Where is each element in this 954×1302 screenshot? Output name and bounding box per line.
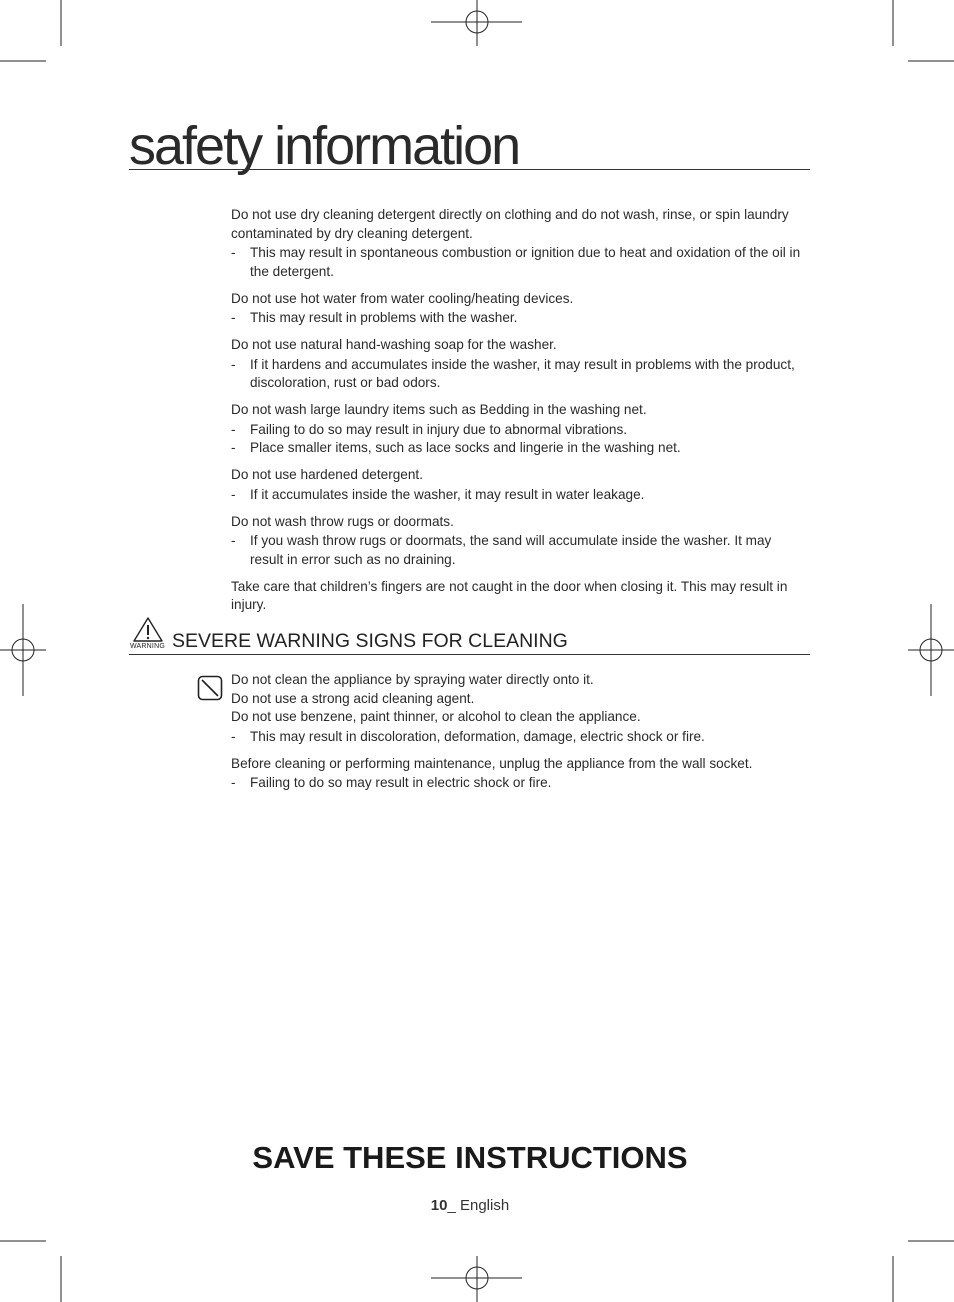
sub-point <box>231 532 806 569</box>
warning-text: Do not use a strong acid cleaning agent. <box>231 690 475 706</box>
sub-point-text: If you wash throw rugs or doormats, the sand will accumulate inside the washer. It may result in error such as no draining. <box>250 533 772 567</box>
sub-point-list <box>231 244 806 281</box>
sub-point-list <box>231 774 806 793</box>
sub-point <box>231 439 806 458</box>
caution-text: Do not use dry cleaning detergent directly on clothing and do not wash, rinse, or spin laundry contaminated by dry cleaning detergent. <box>231 207 789 241</box>
sub-point-text: Failing to do so may result in injury due to abnormal vibrations. <box>250 421 628 437</box>
warning-text: Do not use benzene, paint thinner, or alcohol to clean the appliance. <box>231 709 641 724</box>
warning-text: Before cleaning or performing maintenance, unplug the appliance from the wall socket. <box>231 755 753 771</box>
prohibited-icon <box>197 675 223 701</box>
caution-list <box>231 206 806 623</box>
caution-item <box>231 513 806 570</box>
caution-text: Do not wash large laundry items such as Bedding in the washing net. <box>231 402 647 417</box>
sub-point-list <box>231 728 806 747</box>
bullet-dash: - <box>231 310 236 325</box>
sub-point <box>231 728 806 747</box>
sub-point <box>231 309 806 328</box>
sub-point-text: If it hardens and accumulates inside the washer, it may result in problems with the product, discoloration, rust or bad odors. <box>250 356 795 390</box>
bullet-dash: - <box>231 728 236 744</box>
caution-item <box>231 290 806 328</box>
sub-point-text: This may result in problems with the washer. <box>250 310 518 325</box>
caution-item <box>231 466 806 504</box>
save-instructions-heading: SAVE THESE INSTRUCTIONS <box>252 1140 688 1175</box>
caution-item <box>231 336 806 393</box>
sub-point-text: If it accumulates inside the washer, it may result in water leakage. <box>250 486 645 502</box>
sub-point <box>231 486 806 505</box>
sub-point <box>231 774 806 793</box>
sub-point-list <box>231 486 806 505</box>
caution-text: Take care that children’s fingers are not caught in the door when closing it. This may result in injury. <box>231 578 788 612</box>
sub-point <box>231 356 806 393</box>
sub-point-list <box>231 421 806 458</box>
sub-point-text: Failing to do so may result in electric shock or fire. <box>250 775 552 790</box>
page-number-value: 10 <box>430 1197 448 1214</box>
page-number <box>0 1197 940 1215</box>
title-divider <box>129 169 810 170</box>
bullet-dash: - <box>231 245 236 260</box>
page-language: _ English <box>447 1197 510 1214</box>
bullet-dash: - <box>231 421 236 437</box>
sub-point <box>231 421 806 440</box>
caution-item <box>231 206 806 281</box>
warning-section-header <box>129 616 810 655</box>
warning-icon-label: WARNING <box>130 643 165 650</box>
caution-text: Do not use natural hand-washing soap for the washer. <box>231 337 557 352</box>
caution-item <box>231 401 806 458</box>
bullet-dash: - <box>231 775 236 790</box>
warning-item <box>231 671 806 746</box>
sub-point-list <box>231 309 806 328</box>
bullet-dash: - <box>231 356 236 372</box>
warning-item <box>231 755 806 793</box>
sub-point-text: Place smaller items, such as lace socks and lingerie in the washing net. <box>250 440 681 455</box>
warning-list <box>231 671 806 801</box>
caution-item <box>231 578 806 615</box>
section-title: SEVERE WARNING SIGNS FOR CLEANING <box>172 630 568 652</box>
caution-text: Do not wash throw rugs or doormats. <box>231 513 454 529</box>
sub-point-list <box>231 356 806 393</box>
bullet-dash: - <box>231 440 236 455</box>
sub-point-list <box>231 532 806 569</box>
sub-point <box>231 244 806 281</box>
sub-point-text: This may result in discoloration, deformation, damage, electric shock or fire. <box>250 728 705 744</box>
caution-text: Do not use hot water from water cooling/heating devices. <box>231 290 574 306</box>
bullet-dash: - <box>231 486 236 502</box>
warning-text: Do not clean the appliance by spraying water directly onto it. <box>231 672 594 687</box>
bullet-dash: - <box>231 533 236 548</box>
caution-text: Do not use hardened detergent. <box>231 467 423 482</box>
page-title: safety information <box>129 116 520 176</box>
sub-point-text: This may result in spontaneous combustion or ignition due to heat and oxidation of the oil in the detergent. <box>250 245 801 279</box>
